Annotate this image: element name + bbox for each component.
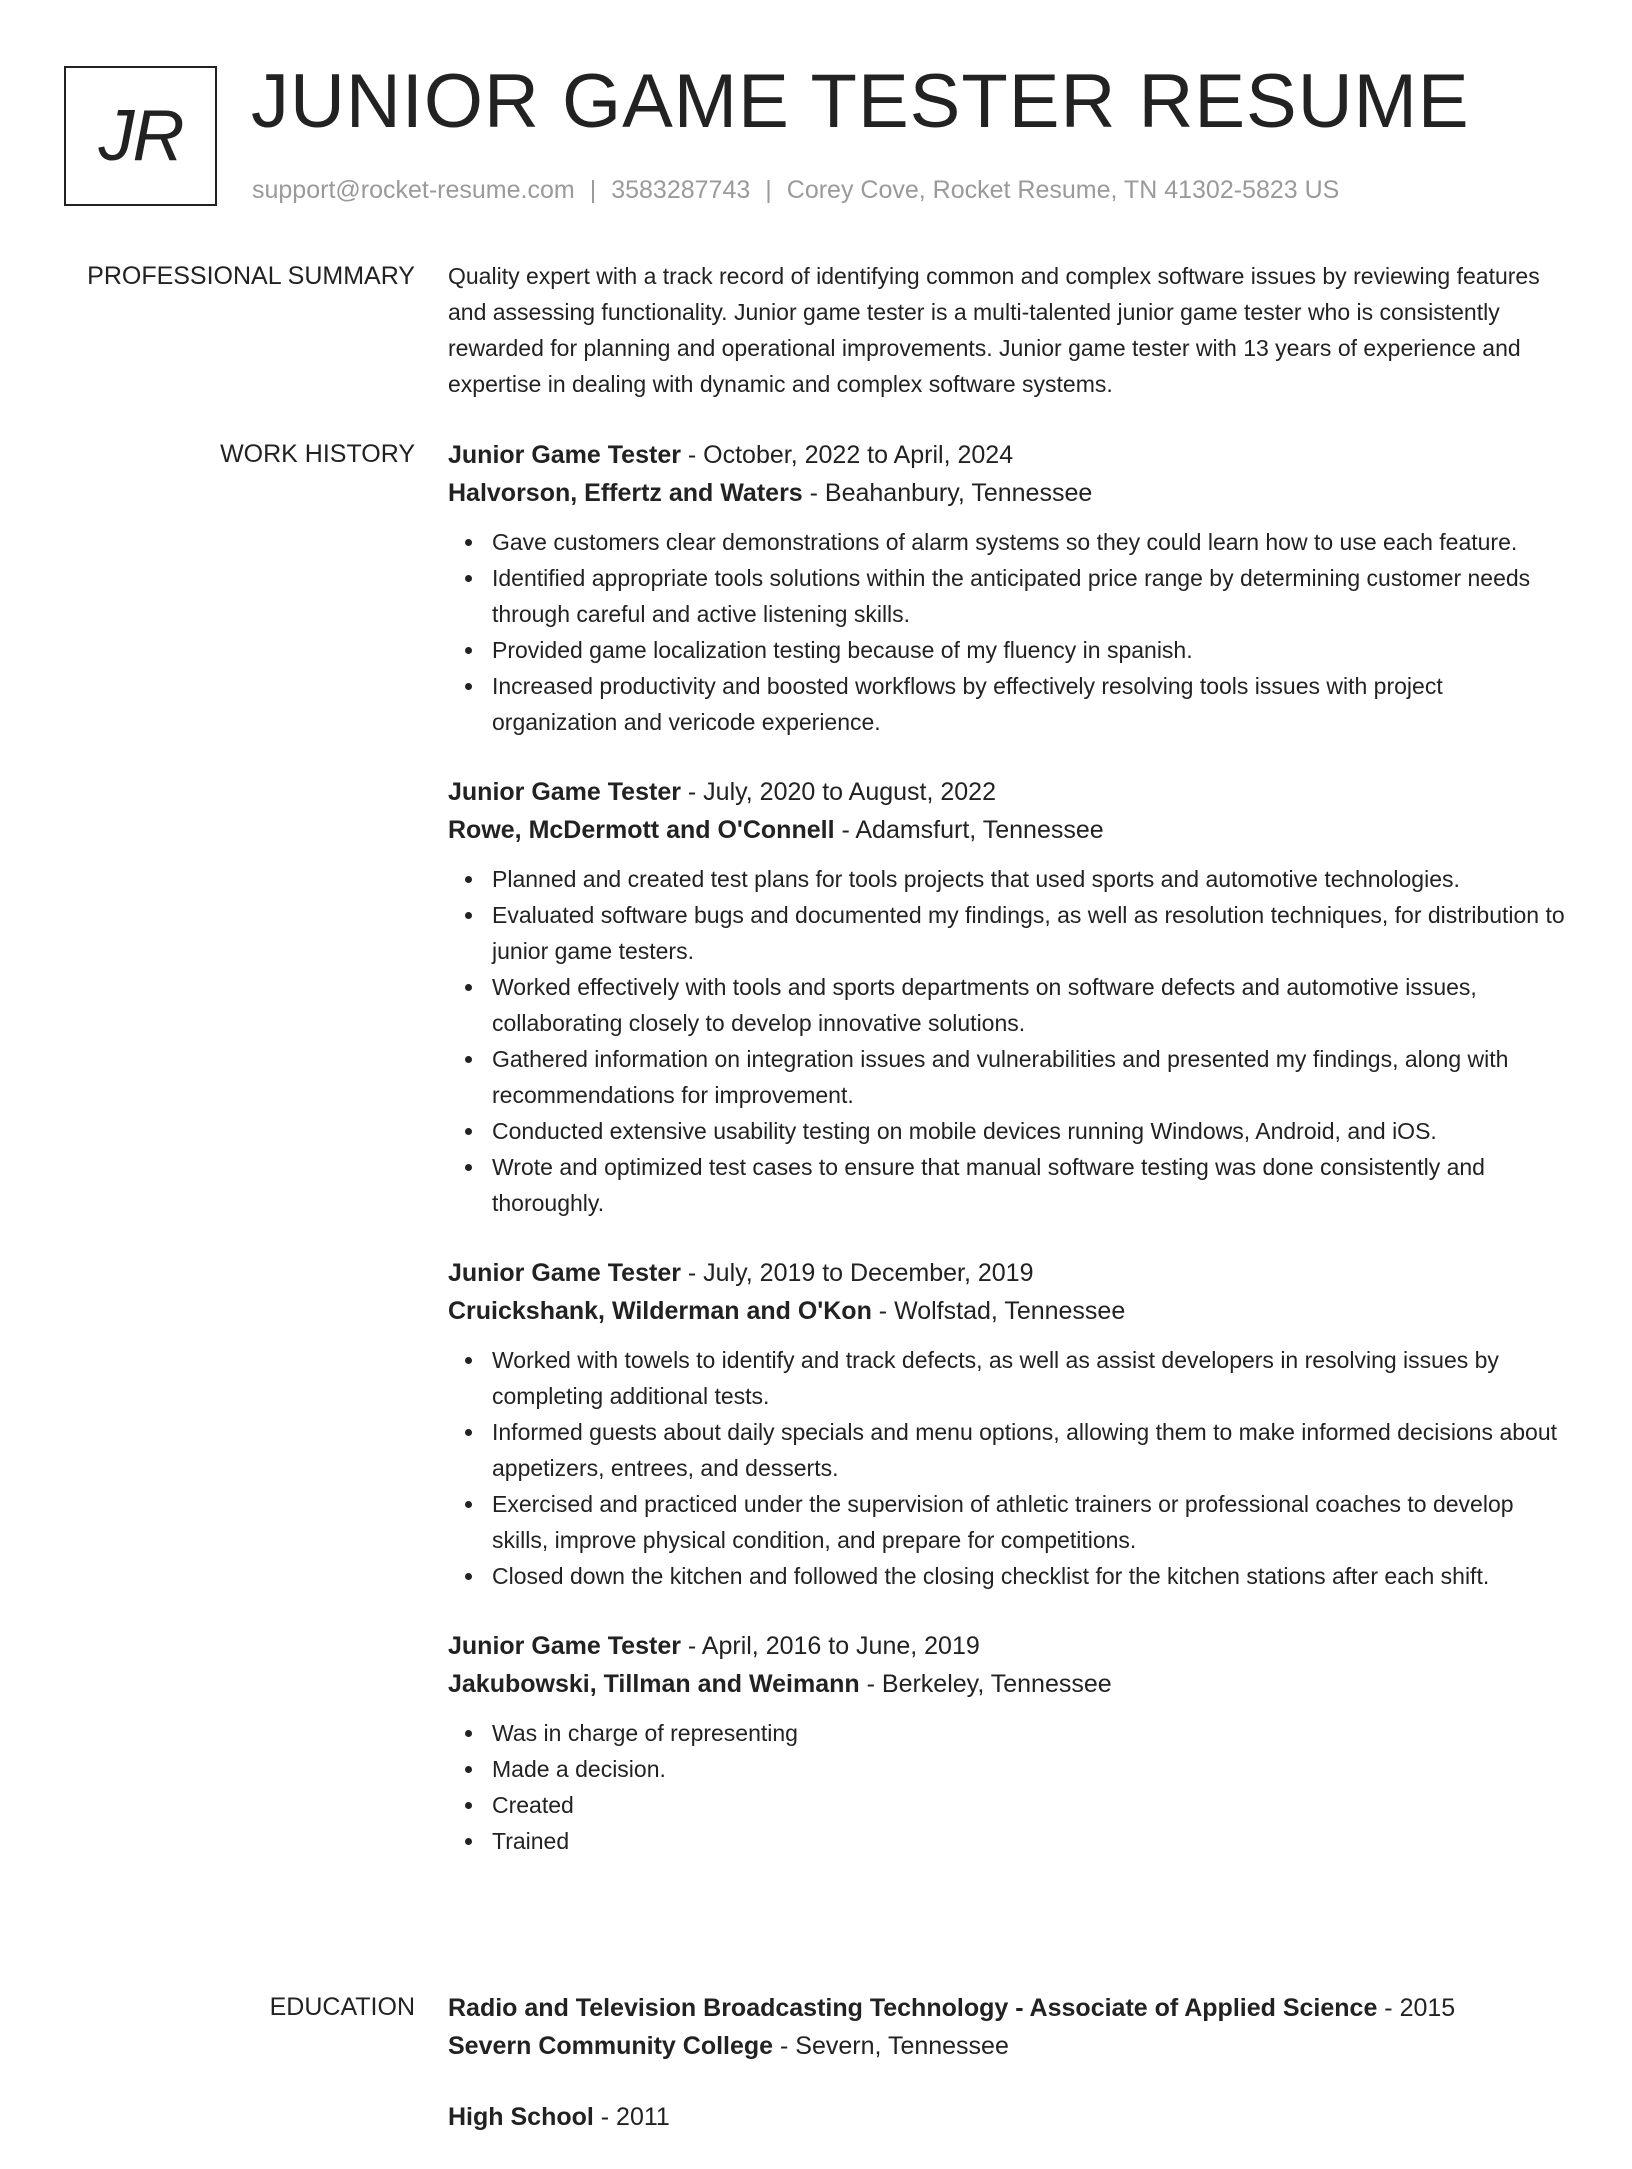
job-bullet: Made a decision. <box>492 1751 1568 1787</box>
contact-phone: 3583287743 <box>611 176 751 204</box>
contact-email: support@rocket-resume.com <box>252 176 575 204</box>
job-company: Cruickshank, Wilderman and O'Kon <box>448 1297 872 1325</box>
monogram-badge: JR <box>64 66 217 206</box>
contact-separator: | <box>765 176 772 204</box>
summary-label: PROFESSIONAL SUMMARY <box>87 262 415 290</box>
job-title: Junior Game Tester <box>448 1632 681 1660</box>
job-title: Junior Game Tester <box>448 441 681 469</box>
job-company-line <box>448 474 1568 512</box>
education-year: - 2011 <box>593 2103 670 2131</box>
job-bullet: Planned and created test plans for tools projects that used sports and automotive technologies. <box>492 861 1568 897</box>
job-bullet: Trained <box>492 1823 1568 1859</box>
education-school-line <box>448 2027 1568 2065</box>
job-title-line <box>448 436 1568 474</box>
job-location: - Berkeley, Tennessee <box>859 1670 1112 1698</box>
work-history-label: WORK HISTORY <box>220 440 415 468</box>
job-bullet: Evaluated software bugs and documented my findings, as well as resolution techniques, for distribution to junior game testers. <box>492 897 1568 969</box>
job-dates: - October, 2022 to April, 2024 <box>680 441 1014 469</box>
job-bullet: Conducted extensive usability testing on mobile devices running Windows, Android, and iOS. <box>492 1113 1568 1149</box>
job-company-line <box>448 1665 1568 1703</box>
job-company: Halvorson, Effertz and Waters <box>448 479 803 507</box>
job-location: - Adamsfurt, Tennessee <box>834 816 1104 844</box>
job-bullet: Gathered information on integration issues and vulnerabilities and presented my findings, along with recommendations for improvement. <box>492 1041 1568 1113</box>
education-degree: Radio and Television Broadcasting Technology - Associate of Applied Science <box>448 1994 1378 2022</box>
job-entry <box>448 1254 1568 1594</box>
education-location: - Severn, Tennessee <box>773 2032 1009 2060</box>
job-title-line <box>448 773 1568 811</box>
job-company: Jakubowski, Tillman and Weimann <box>448 1670 860 1698</box>
job-dates: - April, 2016 to June, 2019 <box>680 1632 980 1660</box>
job-location: - Beahanbury, Tennessee <box>802 479 1093 507</box>
job-bullet: Closed down the kitchen and followed the closing checklist for the kitchen stations after each shift. <box>492 1558 1568 1594</box>
contact-separator: | <box>589 176 597 204</box>
job-title-line <box>448 1627 1568 1665</box>
job-bullet: Exercised and practiced under the supervision of athletic trainers or professional coaches to develop skills, improve physical condition, and prepare for competitions. <box>492 1486 1568 1558</box>
job-bullets <box>448 1715 1568 1859</box>
job-entry <box>448 1627 1568 1859</box>
contact-line <box>252 174 1339 206</box>
job-company-line <box>448 811 1568 849</box>
job-bullet: Identified appropriate tools solutions within the anticipated price range by determining customer needs through careful and active listening skills. <box>492 560 1568 632</box>
education-degree-line <box>448 1989 1568 2027</box>
education-entry <box>448 1989 1568 2065</box>
job-bullet: Worked with towels to identify and track defects, as well as assist developers in resolving issues by completing additional tests. <box>492 1342 1568 1414</box>
job-bullet: Gave customers clear demonstrations of alarm systems so they could learn how to use each feature. <box>492 524 1568 560</box>
job-company: Rowe, McDermott and O'Connell <box>448 816 835 844</box>
job-entry <box>448 436 1568 740</box>
education-school: Severn Community College <box>448 2032 774 2060</box>
job-bullet: Wrote and optimized test cases to ensure that manual software testing was done consistently and thoroughly. <box>492 1149 1568 1221</box>
job-bullet: Created <box>492 1787 1568 1823</box>
job-title: Junior Game Tester <box>448 778 681 806</box>
job-bullet: Provided game localization testing because of my fluency in spanish. <box>492 632 1568 668</box>
contact-address: Corey Cove, Rocket Resume, TN 41302-5823 US <box>786 176 1340 204</box>
job-title: Junior Game Tester <box>448 1259 681 1287</box>
job-company-line <box>448 1292 1568 1330</box>
education-degree: High School <box>448 2103 594 2131</box>
education-year: - 2015 <box>1377 1994 1456 2022</box>
job-bullet: Was in charge of representing <box>492 1715 1568 1751</box>
education-entry <box>448 2098 1568 2136</box>
education-label: EDUCATION <box>269 1993 415 2021</box>
job-bullets <box>448 524 1568 740</box>
resume-title: JUNIOR GAME TESTER RESUME <box>251 59 1470 144</box>
education-degree-line <box>448 2098 1568 2136</box>
job-dates: - July, 2020 to August, 2022 <box>680 778 996 806</box>
job-bullets <box>448 861 1568 1221</box>
job-location: - Wolfstad, Tennessee <box>871 1297 1126 1325</box>
job-bullet: Increased productivity and boosted workflows by effectively resolving tools issues with project organization and vericode experience. <box>492 668 1568 740</box>
job-title-line <box>448 1254 1568 1292</box>
job-bullet: Informed guests about daily specials and menu options, allowing them to make informed decisions about appetizers, entrees, and desserts. <box>492 1414 1568 1486</box>
job-entry <box>448 773 1568 1221</box>
job-bullet: Worked effectively with tools and sports departments on software defects and automotive issues, collaborating closely to develop innovative solutions. <box>492 969 1568 1041</box>
job-bullets <box>448 1342 1568 1594</box>
summary-text: Quality expert with a track record of identifying common and complex software issues by reviewing features and assessing functionality. Junior game tester is a multi-talented junior game tester who is consistently rewarded for planning and operational improvements. Junior game tester with 13 years of experience and expertise in dealing with dynamic and complex software systems. <box>448 263 1540 397</box>
job-dates: - July, 2019 to December, 2019 <box>680 1259 1034 1287</box>
